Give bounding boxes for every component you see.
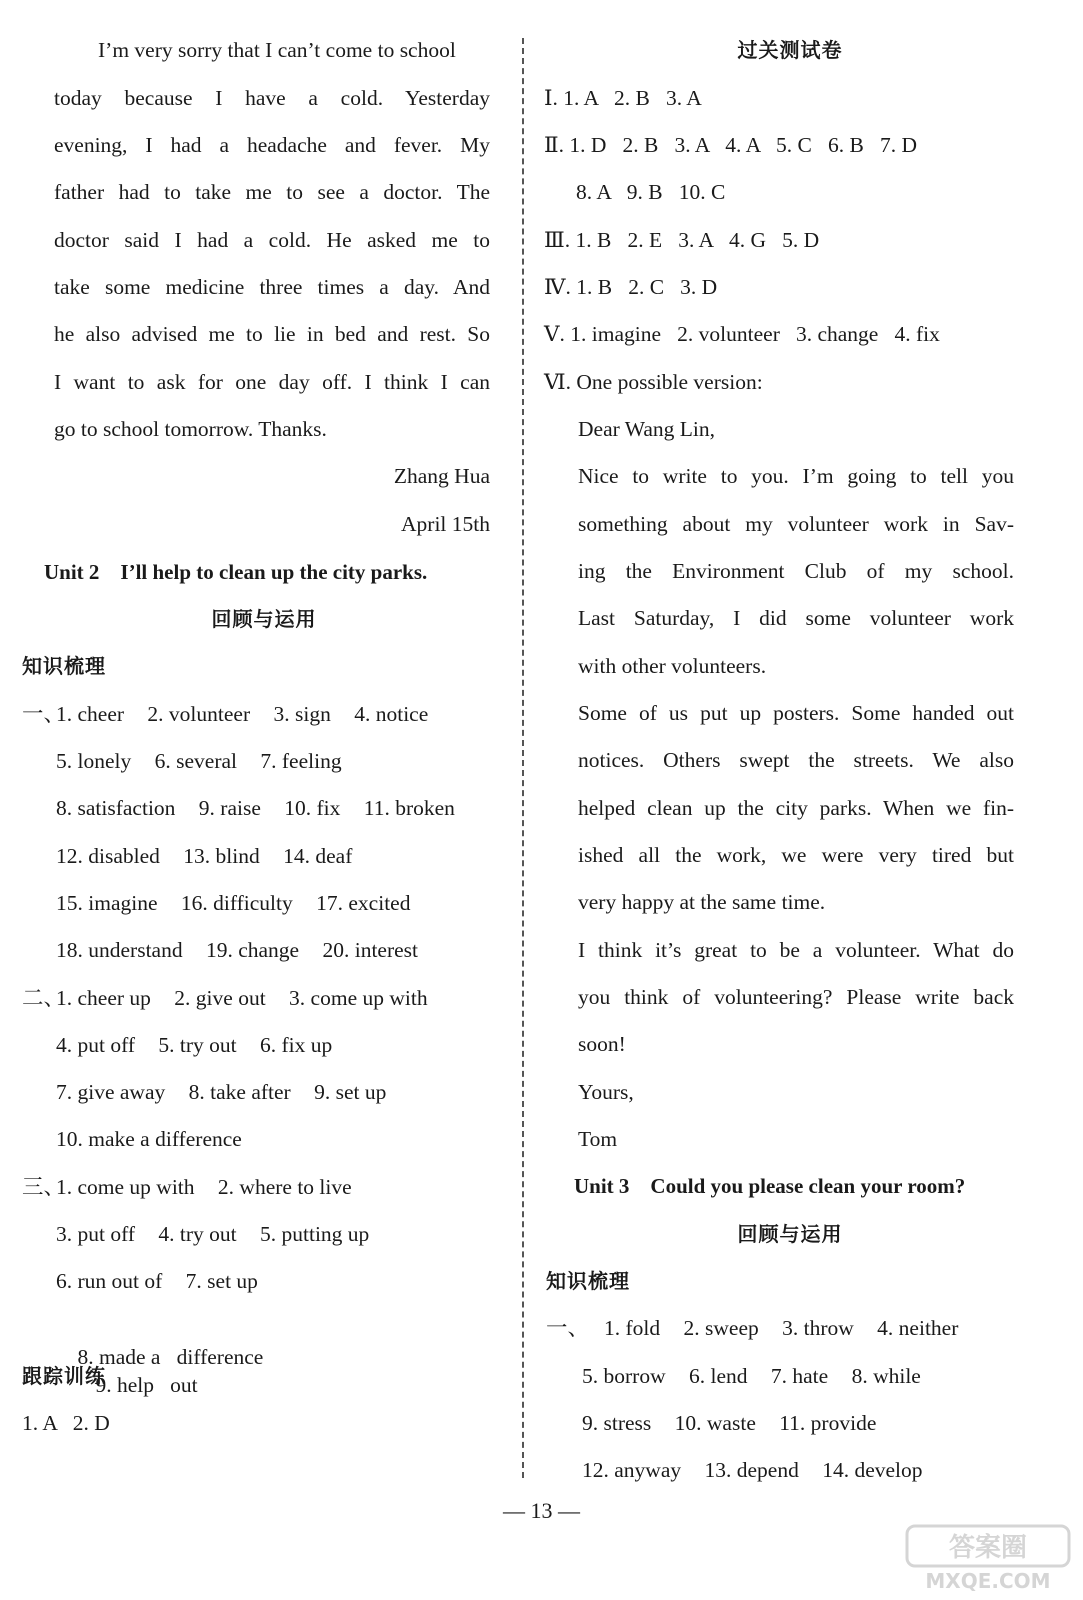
letter-line: go to school tomorrow. Thanks. [54,417,327,441]
answer-row: Ⅵ. One possible version: [544,370,763,394]
letter-line: soon! [578,1032,626,1056]
answer-item: 4. put off [56,1033,136,1057]
part-label: 一、 [22,702,66,726]
answer-item: 1. cheer [56,702,125,726]
letter-line: notices. Others swept the streets. We also [578,748,1014,772]
answer-item: 5. lonely [56,749,132,773]
letter-line: ished all the work, we were very tired but [578,843,1014,867]
answer-row [56,1078,386,1106]
answer-item: 13. blind [183,844,260,868]
answer-row: 8. A 9. B 10. C [576,180,726,204]
letter-line: ing the Environment Club of my school. [578,559,1014,583]
answer-item: 11. broken [363,796,455,820]
subsection-title: 知识梳理 [22,654,106,678]
answer-item: 1. fold [604,1316,661,1340]
answer-item: 12. anyway [582,1458,682,1482]
answer-item: 10. waste [674,1411,756,1435]
watermark-logo [903,1522,1073,1594]
answer-row [56,889,410,917]
answer-row [604,1314,958,1342]
letter-line: helped clean up the city parks. When we fin- [578,796,1014,820]
answer-row [582,1362,921,1390]
answer-row: 1. A 2. D [22,1411,110,1435]
answer-row: Ⅳ. 1. B 2. C 3. D [544,275,718,299]
subsection-title: 跟踪训练 [22,1364,106,1388]
answer-item: 18. understand [56,938,183,962]
answer-item: 2. give out [174,986,266,1010]
answer-item: 8. while [851,1364,921,1388]
subsection-title: 知识梳理 [546,1269,630,1293]
answer-item: 2. sweep [683,1316,759,1340]
answer-row [56,700,428,728]
watermark-top-text: 答案圈 [948,1533,1028,1563]
answer-item: 14. deaf [283,844,353,868]
letter-line: Nice to write to you. I’m going to tell you [578,464,1014,488]
column-divider [522,38,524,1478]
answer-item: 7. hate [770,1364,829,1388]
answer-item: 11. provide [779,1411,877,1435]
letter-line: Last Saturday, I did some volunteer work [578,606,1014,630]
answer-row: Ⅴ. 1. imagine 2. volunteer 3. change 4. fix [544,322,940,346]
answer-item: 3. sign [273,702,331,726]
answer-item: 2. where to live [217,1175,352,1199]
watermark-bottom-text: MXQE.COM [925,1569,1051,1593]
letter-line: Some of us put up posters. Some handed out [578,701,1014,725]
answer-item: 9. raise [198,796,261,820]
answer-item: 9. set up [314,1080,387,1104]
answer-item: 7. set up [185,1269,258,1293]
section-title: 回顾与运用 [211,607,317,631]
letter-line: today because I have a cold. Yesterday [54,86,490,110]
answer-item: 8. take after [188,1080,291,1104]
answer-item: 10. fix [284,796,341,820]
answer-row [56,747,342,775]
answer-item: 17. excited [316,891,411,915]
unit-title: Unit 2 I’ll help to clean up the city parks. [44,560,428,584]
answer-row [56,1267,258,1295]
letter-greeting: Dear Wang Lin, [578,417,715,441]
letter-line: I think it’s great to be a volunteer. What do [578,938,1014,962]
answer-item: 8. satisfaction [56,796,176,820]
section-title: 回顾与运用 [737,1222,843,1246]
part-label: 二、 [22,986,66,1010]
letter-signature: Zhang Hua [393,464,490,488]
answer-item: 6. fix up [260,1033,333,1057]
part-label: 一、 [546,1316,590,1340]
letter-line: evening, I had a headache and fever. My [54,133,490,157]
answer-row [56,842,352,870]
letter-line: doctor said I had a cold. He asked me to [54,228,490,252]
answer-item: 12. disabled [56,844,160,868]
answer-row [582,1409,876,1437]
letter-line: I’m very sorry that I can’t come to school [98,38,456,62]
answer-item: 3. throw [782,1316,854,1340]
answer-item: 2. volunteer [147,702,251,726]
answer-item: 15. imagine [56,891,158,915]
answer-item: 7. feeling [260,749,342,773]
answer-item: 13. depend [704,1458,799,1482]
page-number: — 13 — [503,1498,580,1523]
answer-row [56,984,428,1012]
letter-line: something about my volunteer work in Sav- [578,512,1014,536]
answer-row [56,1031,332,1059]
answer-row [56,1173,352,1201]
letter-line: with other volunteers. [578,654,767,678]
answer-item: 7. give away [56,1080,166,1104]
answer-item: 19. change [205,938,300,962]
answer-item: 8. made a difference [77,1345,264,1369]
answer-item: 5. borrow [582,1364,666,1388]
answer-item: 6. several [154,749,238,773]
answer-item: 6. run out of [56,1269,163,1293]
answer-row: Ⅱ. 1. D 2. B 3. A 4. A 5. C 6. B 7. D [544,133,917,157]
answer-item: 6. lend [688,1364,748,1388]
letter-closing: Yours, [578,1080,634,1104]
answer-item: 5. putting up [260,1222,370,1246]
letter-line: very happy at the same time. [578,890,826,914]
test-title: 过关测试卷 [737,38,843,62]
answer-row: Ⅰ. 1. A 2. B 3. A [544,86,702,110]
letter-signature: Tom [578,1127,618,1151]
answer-item: 4. neither [877,1316,959,1340]
answer-item: 16. difficulty [180,891,293,915]
answer-item: 20. interest [322,938,419,962]
answer-row [56,1220,369,1248]
part-label: 三、 [22,1175,66,1199]
letter-line: he also advised me to lie in bed and rest. So [54,322,490,346]
answer-row [56,936,418,964]
answer-item: 4. notice [354,702,429,726]
answer-item: 1. cheer up [56,986,151,1010]
letter-line: you think of volunteering? Please write back [578,985,1014,1009]
answer-row [56,1125,242,1153]
answer-item: 3. put off [56,1222,136,1246]
answer-item: 5. try out [158,1033,237,1057]
answer-row: Ⅲ. 1. B 2. E 3. A 4. G 5. D [544,228,820,252]
letter-line: I want to ask for one day off. I think I can [54,370,490,394]
answer-item: 9. stress [582,1411,652,1435]
answer-item: 14. develop [822,1458,923,1482]
answer-row [56,794,455,822]
answer-row [582,1456,923,1484]
letter-date: April 15th [401,512,490,536]
answer-item: 3. come up with [289,986,428,1010]
letter-line: father had to take me to see a doctor. The [54,180,490,204]
unit-title: Unit 3 Could you please clean your room? [574,1174,966,1198]
letter-line: take some medicine three times a day. And [54,275,490,299]
answer-item: 9. help out [95,1373,198,1397]
answer-item: 1. come up with [56,1175,195,1199]
answer-item: 4. try out [158,1222,237,1246]
answer-item: 10. make a difference [56,1127,242,1151]
